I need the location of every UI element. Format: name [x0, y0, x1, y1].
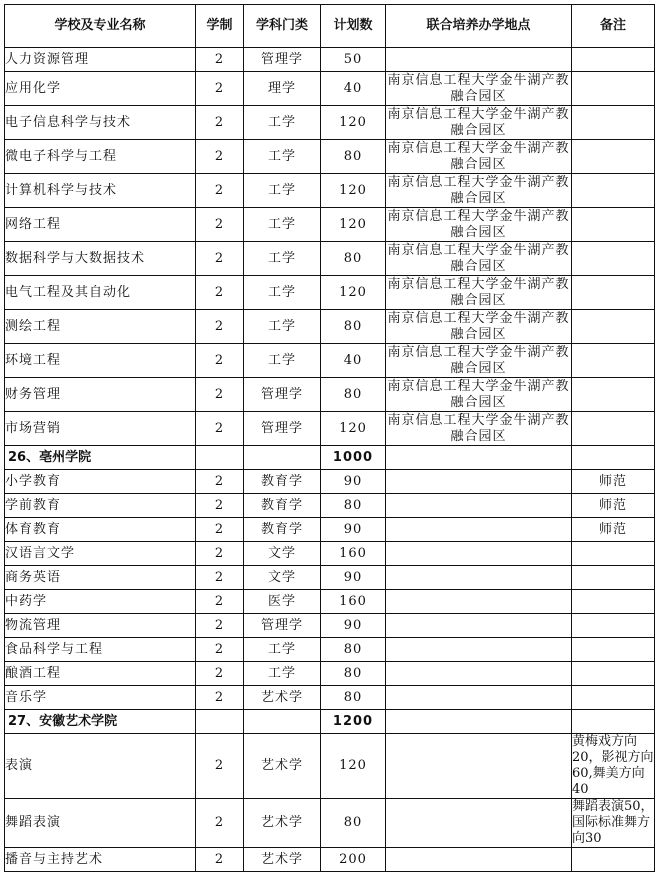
- plan-count: 90: [321, 470, 386, 494]
- plan-count: 90: [321, 614, 386, 638]
- plan-count: 80: [321, 662, 386, 686]
- header-note: 备注: [572, 5, 655, 48]
- plan-count: 1000: [321, 446, 386, 470]
- plan-count: 80: [321, 310, 386, 344]
- plan-count: 120: [321, 276, 386, 310]
- years: 2: [196, 208, 244, 242]
- major-name: 音乐学: [5, 686, 196, 710]
- category: 教育学: [244, 470, 321, 494]
- category: 工学: [244, 638, 321, 662]
- table-row: [5, 48, 655, 72]
- table-row: [5, 638, 655, 662]
- years: 2: [196, 470, 244, 494]
- plan-count: 80: [321, 799, 386, 848]
- location: [386, 614, 572, 638]
- years: 2: [196, 848, 244, 872]
- location: 南京信息工程大学金牛湖产教融合园区: [387, 174, 570, 206]
- location: 南京信息工程大学金牛湖产教融合园区: [387, 310, 570, 342]
- major-name: 物流管理: [5, 614, 196, 638]
- note: [572, 106, 655, 140]
- location: [386, 799, 572, 848]
- category: 文学: [244, 566, 321, 590]
- table-row: [5, 590, 655, 614]
- plan-count: 80: [321, 242, 386, 276]
- location: 南京信息工程大学金牛湖产教融合园区: [387, 378, 570, 410]
- location: 南京信息工程大学金牛湖产教融合园区: [387, 72, 570, 104]
- location: 南京信息工程大学金牛湖产教融合园区: [387, 276, 570, 308]
- table-row: [5, 208, 655, 242]
- plan-count: 160: [321, 590, 386, 614]
- table-row: [5, 518, 655, 542]
- table-row: [5, 494, 655, 518]
- years: 2: [196, 542, 244, 566]
- years: [196, 710, 244, 734]
- school-row: [5, 446, 655, 470]
- note: [572, 638, 655, 662]
- plan-count: 120: [321, 174, 386, 208]
- category: 工学: [244, 140, 321, 174]
- header-years: 学制: [196, 5, 244, 48]
- years: 2: [196, 48, 244, 72]
- category: 艺术学: [244, 734, 321, 799]
- location: [386, 734, 572, 799]
- major-name: 微电子科学与工程: [5, 140, 196, 174]
- note: [572, 48, 655, 72]
- note: [572, 566, 655, 590]
- note: [572, 446, 655, 470]
- category: 艺术学: [244, 799, 321, 848]
- category: 文学: [244, 542, 321, 566]
- location: [386, 590, 572, 614]
- table-row: [5, 686, 655, 710]
- table-row: [5, 412, 655, 446]
- note: 师范: [572, 494, 655, 518]
- plan-count: 80: [321, 686, 386, 710]
- plan-count: 50: [321, 48, 386, 72]
- category: 工学: [244, 106, 321, 140]
- location: 南京信息工程大学金牛湖产教融合园区: [387, 242, 570, 274]
- table-header-row: [5, 5, 655, 48]
- category: 工学: [244, 276, 321, 310]
- category: 管理学: [244, 412, 321, 446]
- category: 医学: [244, 590, 321, 614]
- major-name: 26、亳州学院: [5, 446, 196, 470]
- header-category: 学科门类: [244, 5, 321, 48]
- plan-count: 80: [321, 378, 386, 412]
- years: 2: [196, 242, 244, 276]
- location: [386, 470, 572, 494]
- plan-count: 120: [321, 208, 386, 242]
- note: [572, 344, 655, 378]
- major-name: 27、安徽艺术学院: [5, 710, 196, 734]
- note: 黄梅戏方向20，影视方向 60,舞美方向40: [572, 734, 654, 797]
- years: 2: [196, 140, 244, 174]
- note: [572, 542, 655, 566]
- category: [244, 710, 321, 734]
- major-name: 应用化学: [5, 72, 196, 106]
- note: [572, 662, 655, 686]
- plan-count: 40: [321, 344, 386, 378]
- table-row: [5, 662, 655, 686]
- plan-count: 200: [321, 848, 386, 872]
- major-name: 学前教育: [5, 494, 196, 518]
- years: 2: [196, 174, 244, 208]
- location: [386, 518, 572, 542]
- table-row: [5, 734, 655, 799]
- years: [196, 446, 244, 470]
- category: 工学: [244, 242, 321, 276]
- plan-count: 80: [321, 140, 386, 174]
- major-name: 电气工程及其自动化: [5, 276, 196, 310]
- major-name: 数据科学与大数据技术: [5, 242, 196, 276]
- years: 2: [196, 686, 244, 710]
- note: [572, 686, 655, 710]
- note: 师范: [572, 470, 655, 494]
- major-name: 测绘工程: [5, 310, 196, 344]
- years: 2: [196, 72, 244, 106]
- major-name: 市场营销: [5, 412, 196, 446]
- table-row: [5, 276, 655, 310]
- plan-count: 1200: [321, 710, 386, 734]
- category: 教育学: [244, 494, 321, 518]
- plan-count: 160: [321, 542, 386, 566]
- table-row: [5, 106, 655, 140]
- note: [572, 140, 655, 174]
- years: 2: [196, 638, 244, 662]
- category: 工学: [244, 662, 321, 686]
- note: 师范: [572, 518, 655, 542]
- years: 2: [196, 494, 244, 518]
- note: [572, 72, 655, 106]
- plan-count: 120: [321, 734, 386, 799]
- table-row: [5, 378, 655, 412]
- location: [386, 566, 572, 590]
- location: [386, 446, 572, 470]
- category: 工学: [244, 208, 321, 242]
- location: [386, 48, 572, 72]
- plan-count: 80: [321, 638, 386, 662]
- category: 工学: [244, 344, 321, 378]
- note: [572, 276, 655, 310]
- years: 2: [196, 566, 244, 590]
- note: [572, 208, 655, 242]
- note: [572, 412, 655, 446]
- years: 2: [196, 662, 244, 686]
- major-name: 网络工程: [5, 208, 196, 242]
- major-name: 中药学: [5, 590, 196, 614]
- header-school-major: 学校及专业名称: [5, 5, 196, 48]
- note: [572, 378, 655, 412]
- years: 2: [196, 106, 244, 140]
- table-row: [5, 614, 655, 638]
- major-name: 食品科学与工程: [5, 638, 196, 662]
- plan-count: 90: [321, 566, 386, 590]
- category: [244, 446, 321, 470]
- category: 工学: [244, 310, 321, 344]
- note: [572, 614, 655, 638]
- location: [386, 662, 572, 686]
- years: 2: [196, 614, 244, 638]
- major-name: 环境工程: [5, 344, 196, 378]
- major-name: 酿酒工程: [5, 662, 196, 686]
- note: [572, 848, 655, 872]
- category: 管理学: [244, 378, 321, 412]
- enrollment-plan-table: [4, 4, 655, 872]
- category: 管理学: [244, 614, 321, 638]
- category: 理学: [244, 72, 321, 106]
- plan-count: 80: [321, 494, 386, 518]
- category: 艺术学: [244, 686, 321, 710]
- plan-count: 90: [321, 518, 386, 542]
- location: 南京信息工程大学金牛湖产教融合园区: [387, 412, 570, 444]
- header-plan: 计划数: [321, 5, 386, 48]
- category: 教育学: [244, 518, 321, 542]
- note: [572, 310, 655, 344]
- note: [572, 710, 655, 734]
- major-name: 小学教育: [5, 470, 196, 494]
- table-row: [5, 310, 655, 344]
- table-row: [5, 140, 655, 174]
- table-row: [5, 799, 655, 848]
- table-row: [5, 174, 655, 208]
- plan-count: 120: [321, 106, 386, 140]
- category: 艺术学: [244, 848, 321, 872]
- table-row: [5, 72, 655, 106]
- years: 2: [196, 276, 244, 310]
- table-row: [5, 344, 655, 378]
- years: 2: [196, 310, 244, 344]
- location: [386, 710, 572, 734]
- location: [386, 848, 572, 872]
- major-name: 汉语言文学: [5, 542, 196, 566]
- location: 南京信息工程大学金牛湖产教融合园区: [387, 208, 570, 240]
- note: [572, 174, 655, 208]
- table-row: [5, 566, 655, 590]
- major-name: 财务管理: [5, 378, 196, 412]
- location: [386, 638, 572, 662]
- table-row: [5, 848, 655, 872]
- note: [572, 242, 655, 276]
- plan-count: 120: [321, 412, 386, 446]
- years: 2: [196, 590, 244, 614]
- location: 南京信息工程大学金牛湖产教融合园区: [387, 106, 570, 138]
- category: 工学: [244, 174, 321, 208]
- major-name: 舞蹈表演: [5, 799, 196, 848]
- major-name: 计算机科学与技术: [5, 174, 196, 208]
- years: 2: [196, 734, 244, 799]
- major-name: 人力资源管理: [5, 48, 196, 72]
- table-row: [5, 542, 655, 566]
- years: 2: [196, 378, 244, 412]
- location: 南京信息工程大学金牛湖产教融合园区: [387, 140, 570, 172]
- years: 2: [196, 344, 244, 378]
- major-name: 电子信息科学与技术: [5, 106, 196, 140]
- table-row: [5, 242, 655, 276]
- years: 2: [196, 799, 244, 848]
- note: 舞蹈表演50，国际标准舞方向30: [572, 799, 654, 846]
- location: [386, 686, 572, 710]
- school-row: [5, 710, 655, 734]
- major-name: 播音与主持艺术: [5, 848, 196, 872]
- years: 2: [196, 412, 244, 446]
- table-row: [5, 470, 655, 494]
- major-name: 表演: [5, 734, 196, 799]
- header-location: 联合培养办学地点: [386, 5, 572, 48]
- major-name: 体育教育: [5, 518, 196, 542]
- years: 2: [196, 518, 244, 542]
- plan-count: 40: [321, 72, 386, 106]
- location: [386, 494, 572, 518]
- note: [572, 590, 655, 614]
- major-name: 商务英语: [5, 566, 196, 590]
- category: 管理学: [244, 48, 321, 72]
- location: [386, 542, 572, 566]
- location: 南京信息工程大学金牛湖产教融合园区: [387, 344, 570, 376]
